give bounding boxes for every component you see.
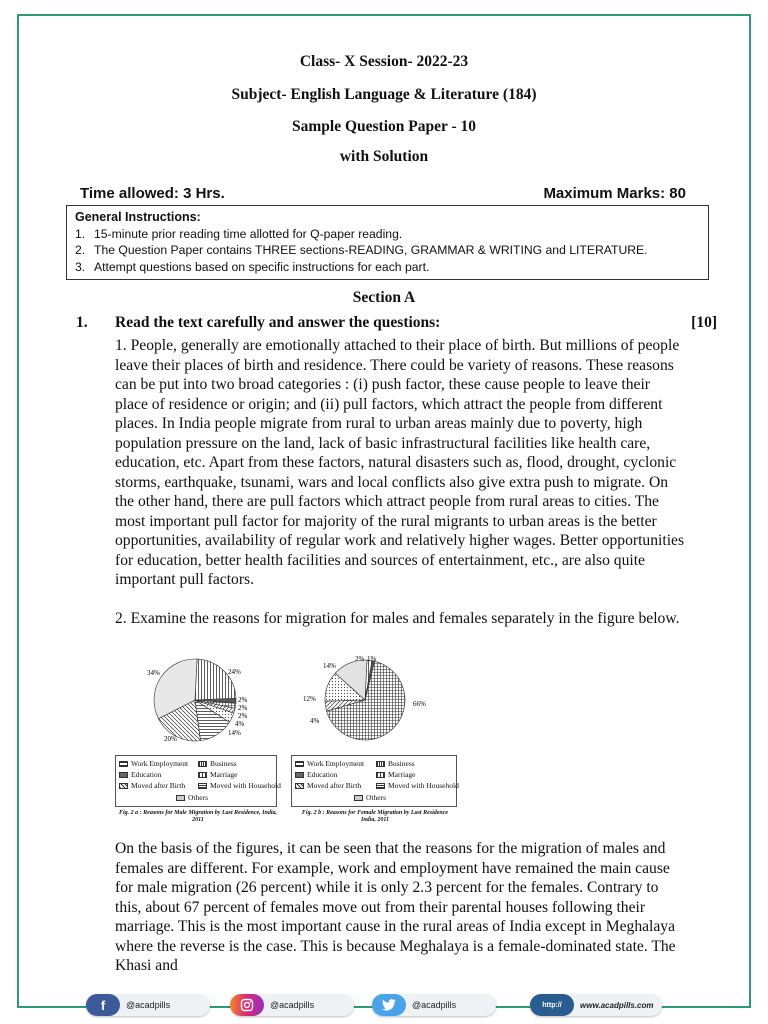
legend-label: Education bbox=[307, 770, 338, 779]
legend-item bbox=[119, 759, 188, 768]
instagram-handle: @acadpills bbox=[270, 1000, 315, 1010]
pie-slice-label: 24% bbox=[228, 668, 241, 676]
website-link[interactable] bbox=[530, 994, 662, 1016]
instruction-text: Attempt questions based on specific instructions for each part. bbox=[94, 259, 430, 274]
pie-slice-label: 4% bbox=[235, 720, 245, 728]
female-chart-legend bbox=[291, 755, 457, 807]
instruction-item bbox=[75, 226, 700, 243]
instruction-number: 3. bbox=[75, 259, 86, 274]
legend-item bbox=[198, 781, 281, 790]
legend-item bbox=[119, 770, 161, 779]
instruction-text: 15-minute prior reading time allotted for Q-paper reading. bbox=[94, 226, 403, 241]
legend-item bbox=[354, 793, 386, 802]
footer-rule-right bbox=[675, 1006, 751, 1008]
facebook-handle: @acadpills bbox=[126, 1000, 171, 1010]
legend-label: Work Employment bbox=[131, 759, 189, 768]
female-pie-slices bbox=[325, 660, 405, 740]
instruction-number: 2. bbox=[75, 243, 86, 257]
legend-item bbox=[376, 759, 415, 768]
pie-slice bbox=[195, 659, 236, 700]
twitter-icon bbox=[372, 994, 406, 1016]
pie-slice-label: 14% bbox=[323, 662, 336, 670]
legend-item bbox=[295, 770, 337, 779]
legend-label: Marriage bbox=[210, 770, 238, 779]
question-number: 1. bbox=[76, 314, 88, 331]
time-allowed: Time allowed: 3 Hrs. bbox=[80, 185, 225, 202]
legend-label: Moved with Household bbox=[210, 781, 281, 790]
legend-label: Moved after Birth bbox=[307, 781, 362, 790]
female-figure-caption: Fig. 2 b : Reasons for Female Migration by Last Residence India, 2011 bbox=[301, 810, 449, 823]
pie-slice-label: 4% bbox=[310, 717, 320, 725]
pie-slice-label: 2% bbox=[238, 712, 248, 720]
male-figure-caption: Fig. 2 a : Reasons for Male Migration by Last Residence, India, 2011 bbox=[118, 810, 277, 823]
male-chart-legend bbox=[115, 755, 281, 807]
legend-label: Education bbox=[131, 770, 162, 779]
website-url: www.acadpills.com bbox=[580, 1000, 654, 1010]
exam-meta-row bbox=[80, 185, 686, 202]
legend-label: Work Employment bbox=[307, 759, 365, 768]
pie-slice-label: 34% bbox=[147, 669, 160, 677]
twitter-link[interactable] bbox=[372, 994, 496, 1016]
pie-slice-label: 20% bbox=[164, 735, 177, 743]
male-migration-pie-chart bbox=[110, 650, 285, 750]
legend-item bbox=[295, 759, 364, 768]
legend-label: Others bbox=[188, 793, 208, 802]
legend-item bbox=[198, 759, 237, 768]
section-heading: Section A bbox=[352, 289, 416, 306]
legend-item bbox=[176, 793, 208, 802]
legend-label: Business bbox=[388, 759, 415, 768]
general-instructions-box bbox=[66, 205, 709, 280]
female-migration-pie-chart bbox=[295, 650, 470, 750]
question-marks: [10] bbox=[691, 314, 717, 331]
footer-rule-left bbox=[17, 1006, 87, 1008]
instruction-item bbox=[75, 242, 700, 259]
pie-slice-label: 2% bbox=[238, 704, 248, 712]
passage-paragraph-3: On the basis of the figures, it can be seen that the reasons for the migration of males and females are different. For example, work and employment have remained the main cause for male migration (26 percent) while it is only 2.3 percent for the females. Contrary to this, about 67 percent of females move out from their parental houses following their marriage. This is the most important cause in the rural areas of India except in Meghalaya where the reverse is the case. This is because Meghalaya is a female-dominated state. The Khasi and bbox=[115, 840, 676, 974]
pie-slice-label: 2% bbox=[355, 655, 365, 663]
instruction-item bbox=[75, 259, 700, 276]
legend-item bbox=[295, 781, 361, 790]
instruction-number: 1. bbox=[75, 226, 86, 241]
legend-label: Others bbox=[366, 793, 386, 802]
instagram-icon bbox=[230, 994, 264, 1016]
paper-title: Sample Question Paper - 10 bbox=[292, 118, 476, 135]
pie-slice-label: 2% bbox=[238, 696, 248, 704]
instruction-text: The Question Paper contains THREE sections-READING, GRAMMAR & WRITING and LITERATURE. bbox=[94, 243, 648, 257]
web-link-icon: http:// bbox=[530, 994, 574, 1016]
legend-item bbox=[376, 770, 415, 779]
instagram-link[interactable] bbox=[230, 994, 354, 1016]
legend-label: Marriage bbox=[388, 770, 416, 779]
class-session-title: Class- X Session- 2022-23 bbox=[299, 53, 469, 70]
question-text: Read the text carefully and answer the questions: bbox=[115, 314, 441, 331]
pie-slice-label: 1% bbox=[367, 655, 377, 663]
subject-title: Subject- English Language & Literature (184) bbox=[231, 86, 537, 103]
facebook-link[interactable] bbox=[86, 994, 210, 1016]
legend-item bbox=[376, 781, 459, 790]
pie-slice-label: 14% bbox=[228, 729, 241, 737]
legend-label: Moved with Household bbox=[388, 781, 459, 790]
pie-slice-label: 66% bbox=[413, 700, 426, 708]
twitter-handle: @acadpills bbox=[412, 1000, 457, 1010]
maximum-marks: Maximum Marks: 80 bbox=[543, 185, 686, 202]
legend-item bbox=[119, 781, 185, 790]
passage-paragraph-2: 2. Examine the reasons for migration for males and females separately in the figure below. bbox=[115, 610, 680, 627]
legend-item bbox=[198, 770, 237, 779]
legend-label: Business bbox=[210, 759, 237, 768]
instructions-title: General Instructions: bbox=[75, 210, 201, 224]
solution-subtitle: with Solution bbox=[339, 148, 429, 165]
male-pie-slices bbox=[154, 659, 236, 741]
facebook-icon: f bbox=[86, 994, 120, 1016]
legend-label: Moved after Birth bbox=[131, 781, 186, 790]
pie-slice-label: 12% bbox=[303, 695, 316, 703]
passage-paragraph-1: 1. People, generally are emotionally attached to their place of birth. But millions of people leave their places of birth and residence. There could be variety of reasons. These reasons can be put into two broad categories : (i) push factor, these cause people to leave their place of residence or origin; and (ii) pull factors, which attract the people from different places. In India people migrate from rural to urban areas mainly due to poverty, high population pressure on the land, lack of basic infrastructural facilities like health care, education, etc. Apart from these factors, natural disasters such as, flood, drought, cyclonic storms, earthquake, tsunami, wars and local conflicts also give extra push to migrate. On the other hand, there are pull factors which attract people from rural areas to cities. The most important pull factor for majority of the rural migrants to urban areas is the better opportunities, availability of regular work and relatively higher wages. Better opportunities for education, better health facilities and sources of entertainment, etc., are also quite important pull factors. bbox=[115, 337, 685, 588]
